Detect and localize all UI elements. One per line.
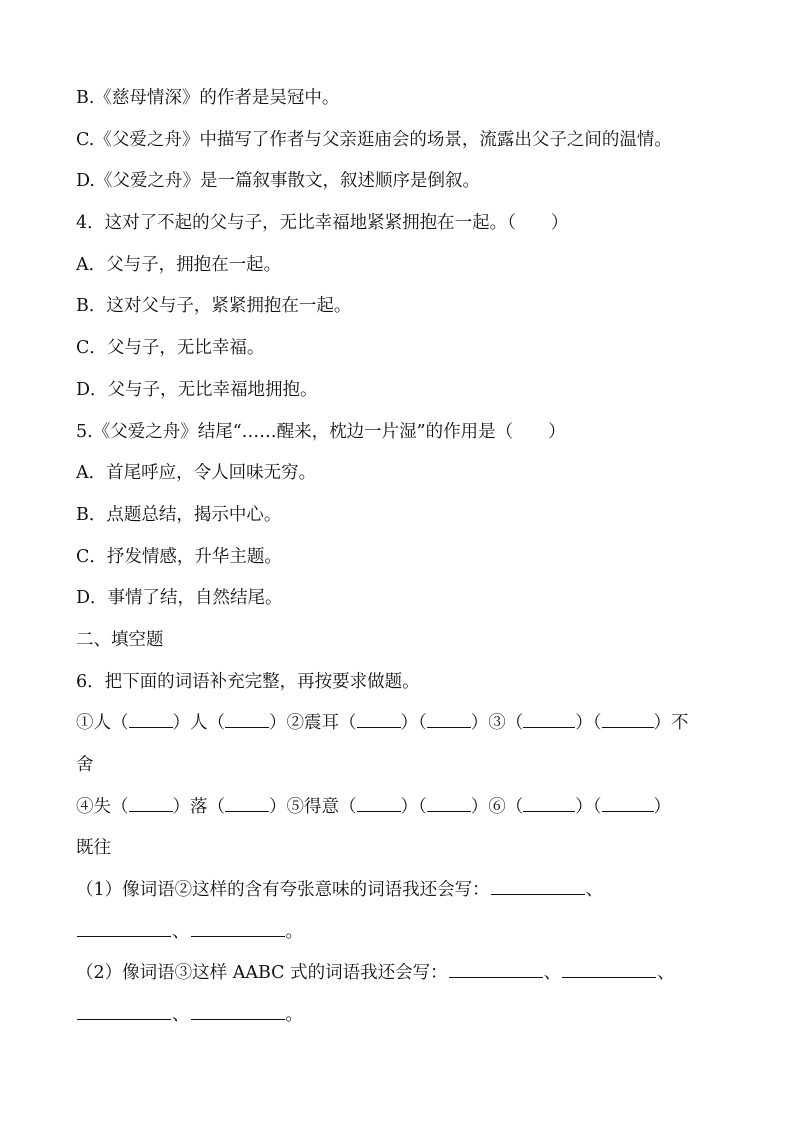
sub-question-1-blank-2[interactable] (77, 935, 171, 937)
idiom-1-part-a: ①人（ (76, 713, 129, 734)
sub-question-2 (76, 953, 726, 995)
idiom-4-part-c: ） (269, 796, 287, 817)
sub-question-1 (76, 870, 726, 912)
idiom-1-part-b: ）人（ (172, 713, 225, 734)
worksheet-page (76, 78, 726, 1037)
option-d-narrative: D.《父爱之舟》是一篇叙事散文，叙述顺序是倒叙。 (76, 171, 480, 192)
q4-option-c: C．父与子，无比幸福。 (76, 338, 265, 359)
question-5: 5.《父爱之舟》结尾“……醒来，枕边一片湿”的作用是（ ） (76, 421, 566, 442)
idiom-3-part-b: ）（ (575, 713, 602, 734)
sub-question-2-blank-1[interactable] (449, 976, 543, 978)
q4-option-b: B．这对父与子，紧紧拥抱在一起。 (76, 296, 352, 317)
idiom-6-blank-1[interactable] (523, 810, 575, 812)
idiom-3-blank-2[interactable] (602, 726, 654, 728)
sub-question-1-prompt: （1）像词语②这样的含有夸张意味的词语我还会写： (76, 880, 490, 901)
idiom-5-part-b: ）（ (400, 796, 427, 817)
question-4: 4．这对了不起的父与子，无比幸福地紧紧拥抱在一起。（ ） (76, 213, 569, 234)
question-6: 6．把下面的词语补充完整，再按要求做题。 (76, 671, 420, 692)
sub-question-2-separator-3: 、 (172, 1005, 190, 1026)
sub-question-1-separator: 、 (585, 880, 604, 901)
q4-option-a: A．父与子，拥抱在一起。 (76, 254, 282, 275)
sub-question-1-continued (76, 912, 726, 954)
sub-question-2-end: 。 (285, 1005, 303, 1026)
option-b-author: B.《慈母情深》的作者是吴冠中。 (76, 88, 340, 108)
idiom-row-1-wrap: 舍 (76, 755, 94, 775)
idiom-6-part-b: ）（ (575, 796, 602, 817)
idiom-5-blank-2[interactable] (427, 810, 471, 812)
sub-question-2-separator-1: 、 (543, 963, 562, 984)
sub-question-2-blank-3[interactable] (77, 1018, 171, 1020)
idiom-3-blank-1[interactable] (523, 726, 575, 728)
section-heading-fill-blank: 二、填空题 (76, 629, 164, 650)
idiom-4-part-b: ）落（ (172, 796, 225, 817)
idiom-2-blank-2[interactable] (427, 726, 471, 728)
idiom-4-blank-1[interactable] (129, 810, 173, 812)
idiom-2-part-a: ②震耳（ (286, 713, 357, 734)
idiom-row-1 (76, 703, 726, 745)
idiom-5-blank-1[interactable] (357, 810, 401, 812)
idiom-row-2-wrap: 既往 (76, 838, 111, 859)
q5-option-c: C．抒发情感，升华主题。 (76, 546, 282, 567)
idiom-3-part-c: ）不 (653, 713, 689, 734)
sub-question-2-blank-2[interactable] (562, 976, 656, 978)
idiom-1-blank-1[interactable] (129, 726, 173, 728)
idiom-3-part-a: ③（ (488, 713, 524, 734)
idiom-row-2 (76, 787, 726, 829)
sub-question-1-blank-3[interactable] (191, 935, 285, 937)
sub-question-1-blank-1[interactable] (491, 893, 585, 895)
idiom-6-part-a: ⑥（ (488, 796, 524, 817)
q5-option-d: D．事情了结，自然结尾。 (76, 588, 283, 609)
idiom-2-blank-1[interactable] (357, 726, 401, 728)
idiom-4-part-a: ④失（ (76, 796, 129, 817)
idiom-5-part-a: ⑤得意（ (286, 796, 357, 817)
idiom-6-part-c: ） (653, 796, 671, 817)
sub-question-2-separator-2: 、 (657, 963, 675, 984)
idiom-6-blank-2[interactable] (602, 810, 654, 812)
idiom-4-blank-2[interactable] (225, 810, 269, 812)
q4-option-d: D．父与子，无比幸福地拥抱。 (76, 379, 318, 400)
sub-question-1-end: 。 (285, 921, 303, 942)
idiom-2-part-b: ）（ (400, 713, 427, 734)
q5-option-b: B．点题总结，揭示中心。 (76, 504, 282, 525)
sub-question-2-continued (76, 995, 726, 1037)
option-c-temple-fair: C.《父爱之舟》中描写了作者与父亲逛庙会的场景，流露出父子之间的温情。 (76, 129, 672, 150)
sub-question-1-separator-2: 、 (172, 921, 190, 942)
idiom-1-blank-2[interactable] (225, 726, 269, 728)
sub-question-2-blank-4[interactable] (191, 1018, 285, 1020)
idiom-5-part-c: ） (470, 796, 489, 817)
sub-question-2-prompt: （2）像词语③这样 AABC 式的词语我还会写： (76, 963, 448, 984)
idiom-2-part-c: ） (470, 713, 489, 734)
q5-option-a: A．首尾呼应，令人回味无穷。 (76, 463, 317, 484)
idiom-1-part-c: ） (269, 713, 287, 734)
